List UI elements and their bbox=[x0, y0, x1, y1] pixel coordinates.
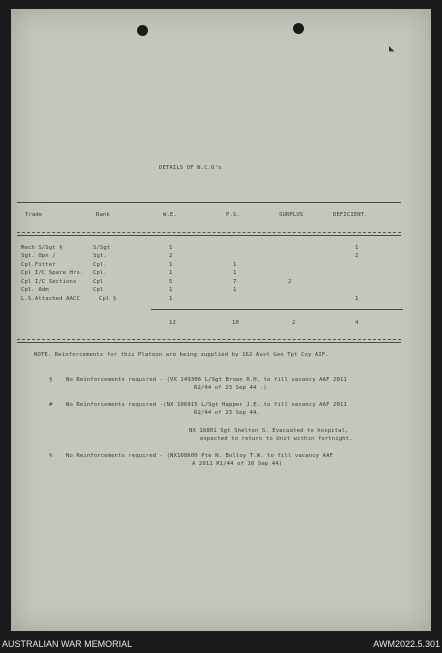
table-row-trade: Mech S/Sgt § bbox=[21, 245, 63, 251]
table-row-trade: Cpl.Fitter bbox=[21, 262, 56, 268]
item-symbol: # bbox=[49, 402, 53, 408]
table-row-ps: 7 bbox=[233, 279, 237, 285]
item-line: R2/44 of 23 Sep 44 .) bbox=[194, 385, 267, 391]
table-row-we: 1 bbox=[169, 245, 173, 251]
table-row-we: 1 bbox=[169, 262, 173, 268]
total-ps: 10 bbox=[232, 320, 239, 326]
totals-rule bbox=[151, 309, 403, 310]
table-row-surplus: 2 bbox=[288, 279, 292, 285]
item-line: No Reinforcements required - (VX 149306 L/Sgt Brown R.H. to fill vacancy AAF 2011 bbox=[66, 377, 347, 383]
document-page bbox=[11, 9, 431, 631]
corner-mark: ◣ bbox=[389, 44, 395, 54]
table-row-we: 1 bbox=[169, 296, 173, 302]
table-row-rank: Cpl bbox=[93, 287, 104, 293]
table-row-deficient: 2 bbox=[355, 253, 359, 259]
table-row-rank: Cpl § bbox=[99, 296, 117, 302]
total-surplus: 2 bbox=[292, 320, 296, 326]
table-row-rank: Cpl bbox=[93, 279, 104, 285]
header-trade: Trade bbox=[25, 212, 43, 218]
table-row-rank: S/Sgt bbox=[93, 245, 111, 251]
item-line: No Reinforcements required - (NX108600 Pte N. Bolloy T.W. to fill vacancy AAF bbox=[66, 453, 334, 459]
item-line: A 2011 R1/44 of 16 Sep 44) bbox=[192, 461, 283, 467]
item-symbol: § bbox=[49, 377, 53, 383]
table-row-trade: Sgt. Opn / bbox=[21, 253, 56, 259]
header-deficient: DEFICIENT. bbox=[333, 212, 368, 218]
footer-institution: AUSTRALIAN WAR MEMORIAL bbox=[2, 639, 133, 649]
item-line: expected to return to Unit within fortnight. bbox=[200, 436, 353, 442]
table-row-ps: 1 bbox=[233, 270, 237, 276]
table-row-ps: 1 bbox=[233, 287, 237, 293]
punch-hole-left bbox=[137, 25, 148, 36]
table-row-rank: Cpl. bbox=[93, 262, 107, 268]
table-row-we: 5 bbox=[169, 279, 173, 285]
item-line: NX 16801 Sgt Shelton S. Evacuated to hospital, bbox=[189, 428, 349, 434]
table-row-trade: Cpl I/C Spare Hrs. bbox=[21, 270, 84, 276]
header-ps: P.S. bbox=[226, 212, 240, 218]
item-symbol: % bbox=[49, 453, 53, 459]
table-row-we: 1 bbox=[169, 270, 173, 276]
total-deficient: 4 bbox=[355, 320, 359, 326]
footer-accession-number: AWM2022.5.301 bbox=[373, 639, 440, 649]
table-row-deficient: 1 bbox=[355, 245, 359, 251]
item-line: No Reinforcements required -(NX 106915 L/Sgt Happer J.E. to fill vacancy AAF 2011 bbox=[66, 402, 347, 408]
punch-hole-right bbox=[293, 23, 304, 34]
document-title: DETAILS OF N.C.O's bbox=[159, 165, 222, 171]
header-we: W.E. bbox=[163, 212, 177, 218]
table-row-rank: Sgt. bbox=[93, 253, 107, 259]
notes-dashed-rule bbox=[17, 339, 401, 340]
total-we: 12 bbox=[169, 320, 176, 326]
header-surplus: SURPLUS bbox=[279, 212, 304, 218]
table-row-ps: 1 bbox=[233, 262, 237, 268]
table-row-trade: Cpl. Adm bbox=[21, 287, 49, 293]
header-dashed-rule bbox=[17, 232, 401, 233]
table-row-we: 1 bbox=[169, 287, 173, 293]
header-rank: Rank bbox=[96, 212, 110, 218]
notes-rule bbox=[17, 342, 401, 343]
table-row-deficient: 1 bbox=[355, 296, 359, 302]
table-row-trade: Cpl I/C Sections bbox=[21, 279, 77, 285]
table-row-we: 2 bbox=[169, 253, 173, 259]
table-row-trade: L.S.Attached AACC bbox=[21, 296, 80, 302]
table-top-rule bbox=[17, 202, 401, 203]
header-rule bbox=[17, 235, 401, 236]
item-line: R2/44 of 23 Sep 44. bbox=[194, 410, 260, 416]
note-text: NOTE. Reinforcements for this Platoon are being supplied by 162 Aust Gen Tpt Coy AIF. bbox=[34, 352, 329, 358]
table-row-rank: Cpl. bbox=[93, 270, 107, 276]
